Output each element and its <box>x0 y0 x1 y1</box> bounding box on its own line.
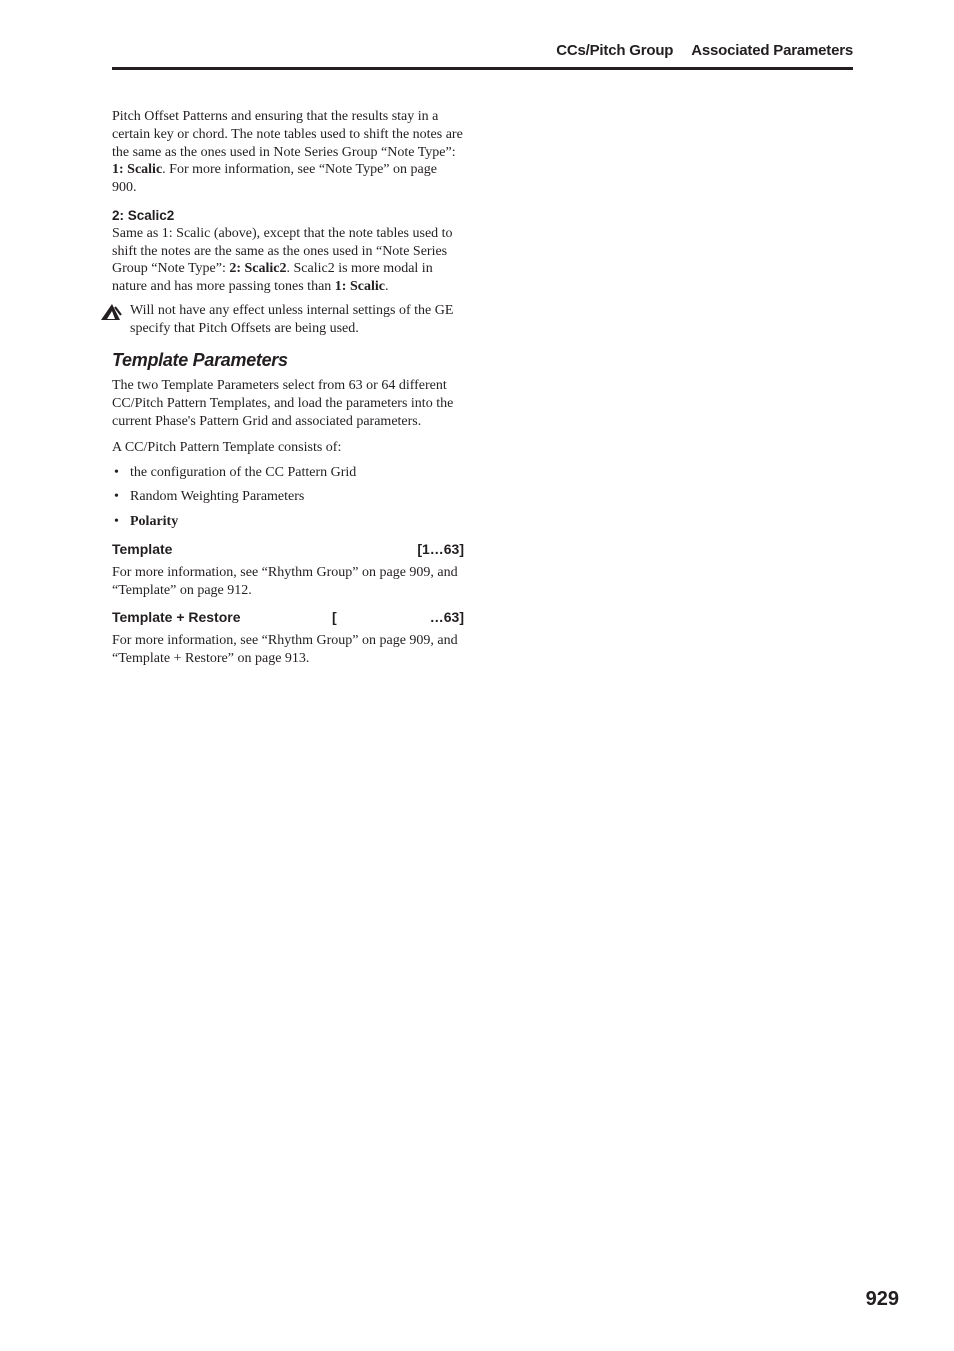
scalic2-bold-2: 1: Scalic <box>334 279 385 295</box>
main-column <box>112 108 464 668</box>
range-open: [ <box>332 609 337 626</box>
scalic2-heading: 2: Scalic2 <box>112 207 175 223</box>
scalic2-text-1: Same as 1: Scalic (above), except that the note tables used to shift the notes are the same as the ones used in “Note Series Group “Note Type”: <box>112 225 453 277</box>
param-template-restore-desc: For more information, see “Rhythm Group” on page 909, and “Template + Restore” on page 913. <box>112 633 458 666</box>
param-name: Template <box>112 540 173 557</box>
scalic2-text-3: . <box>384 279 389 295</box>
intro-bold: 1: Scalic <box>112 162 163 178</box>
bullet-bold: Polarity <box>130 514 179 530</box>
param-name: Template + Restore <box>112 609 241 626</box>
warning-note <box>112 302 464 338</box>
intro-text-end: . For more information, see “Note Type” on page 900. <box>112 162 437 196</box>
list-item <box>112 513 464 531</box>
list-item: • the configuration of the CC Pattern Grid <box>112 464 464 482</box>
list-item: • Random Weighting Parameters <box>112 488 464 506</box>
range-close: …63] <box>429 609 464 626</box>
template-consists: A CC/Pitch Pattern Template consists of: <box>112 439 342 455</box>
param-range <box>332 609 464 627</box>
warning-icon <box>100 303 122 321</box>
intro-text: Pitch Offset Patterns and ensuring that the results stay in a certain key or chord. The note tables used to shift the notes are the same as the ones used in Note Series Group “Note Type”: <box>112 109 463 160</box>
template-desc: The two Template Parameters select from 63 or 64 different CC/Pitch Pattern Templates, and load the parameters into the current Phase's Pattern Grid and associated parameters. <box>112 378 454 429</box>
scalic2-text-2: . Scalic2 is more modal in nature and has more passing tones than <box>112 261 433 295</box>
page-number: 929 <box>865 1288 899 1310</box>
param-template-restore-heading <box>112 609 464 627</box>
intro-paragraph <box>112 108 464 197</box>
page-header <box>556 42 853 59</box>
header-title: Associated Parameters <box>691 42 853 59</box>
param-template-heading <box>112 541 464 559</box>
param-template-desc: For more information, see “Rhythm Group” on page 909, and “Template” on page 912. <box>112 564 458 598</box>
header-section: CCs/Pitch Group <box>556 42 674 59</box>
header-rule <box>112 67 853 70</box>
scalic2-bold-1: 2: Scalic2 <box>229 261 287 277</box>
template-section-title: Template Parameters <box>112 349 288 370</box>
note-text: Will not have any effect unless internal settings of the GE specify that Pitch Offsets are being used. <box>130 302 454 336</box>
param-range: [1…63] <box>417 540 464 557</box>
scalic2-paragraph <box>112 225 464 296</box>
template-bullet-list <box>112 464 464 531</box>
